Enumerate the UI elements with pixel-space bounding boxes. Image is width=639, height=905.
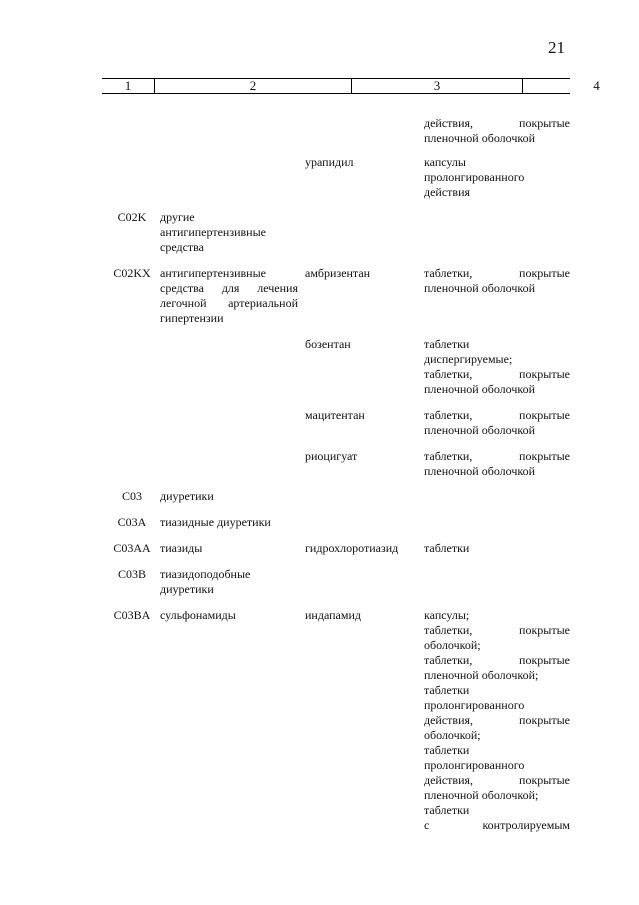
dosage-form-line: пролонгированного [424,758,525,772]
dosage-form [424,116,570,146]
atc-group-name-line: гипертензии [160,311,224,325]
dosage-form-line: таблетки [424,337,470,351]
dosage-form-line: пленочной оболочкой [424,464,536,478]
atc-code: C03BA [113,608,151,622]
dosage-form-line: пролонгированного [424,170,525,184]
atc-group-name-line: сульфонамиды [160,608,236,622]
atc-group-name-line: другие [160,210,195,224]
drug-name: индапамид [305,608,361,622]
drug-name: амбризентан [305,266,371,280]
atc-group-name [160,489,298,504]
atc-group-name [160,567,298,597]
drug-name: мацитентан [305,408,365,422]
atc-code: C03B [117,567,146,581]
atc-group-name [160,266,298,326]
dosage-form-line: таблетки [424,743,470,757]
atc-group-name-line: антигипертензивные [160,225,266,239]
atc-group-name-line: легочной артериальной [160,296,298,310]
dosage-form-line: действия, покрытые [424,773,570,787]
drug-name: урапидил [305,155,354,169]
atc-group-name [160,608,298,623]
atc-group-name-line: диуретики [160,489,214,503]
dosage-form-line: таблетки, покрытые [424,367,570,381]
atc-group-name-line: тиазиды [160,541,203,555]
atc-group-name-line: тиазидоподобные [160,567,251,581]
atc-code: C02K [117,210,147,224]
dosage-form-line: пролонгированного [424,698,525,712]
dosage-form-line: оболочкой; [424,638,481,652]
dosage-form-line: действия [424,185,471,199]
atc-code: C02KX [113,266,151,280]
dosage-form-line: капсулы [424,155,466,169]
dosage-form-line: таблетки, покрытые [424,408,570,422]
dosage-form-line: капсулы; [424,608,470,622]
dosage-form-line: таблетки, покрытые [424,266,570,280]
drug-name: бозентан [305,337,351,351]
dosage-form-line: диспергируемые; [424,352,513,366]
dosage-form [424,155,570,200]
atc-group-name-line: тиазидные диуретики [160,515,271,529]
dosage-form [424,337,570,397]
atc-group-name [160,210,298,255]
drug-name: риоцигуат [305,449,358,463]
atc-code: C03 [121,489,142,503]
dosage-form-line: таблетки, покрытые [424,449,570,463]
dosage-form-line: действия, покрытые [424,116,570,130]
header-col-4: 4 [593,78,600,93]
header-col-1: 1 [124,78,132,93]
dosage-form-line: пленочной оболочкой [424,131,536,145]
dosage-form-line: пленочной оболочкой [424,281,536,295]
dosage-form [424,608,570,833]
header-col-2: 2 [249,78,257,93]
page-number: 21 [548,38,565,57]
dosage-form-line: пленочной оболочкой [424,423,536,437]
dosage-form-line: с контролируемым [424,818,570,832]
atc-group-name-line: антигипертензивные [160,266,266,280]
dosage-form-line: таблетки [424,541,470,555]
table-header [102,78,600,94]
atc-group-name-line: средства [160,240,205,254]
header-col-3: 3 [433,78,441,93]
drug-name: гидрохлоротиазид [305,541,399,555]
dosage-form-line: таблетки, покрытые [424,623,570,637]
dosage-form [424,541,570,556]
atc-code: C03A [117,515,147,529]
dosage-form-line: пленочной оболочкой; [424,668,539,682]
dosage-form-line: оболочкой; [424,728,481,742]
dosage-form [424,449,570,479]
atc-group-name-line: диуретики [160,582,214,596]
atc-code: C03AA [113,541,151,555]
dosage-form-line: таблетки [424,803,470,817]
dosage-form-line: пленочной оболочкой [424,382,536,396]
atc-group-name-line: средства для лечения [160,281,298,295]
dosage-form-line: таблетки [424,683,470,697]
atc-group-name [160,541,298,556]
dosage-form [424,408,570,438]
dosage-form-line: действия, покрытые [424,713,570,727]
atc-group-name [160,515,298,530]
dosage-form-line: таблетки, покрытые [424,653,570,667]
dosage-form-line: пленочной оболочкой; [424,788,539,802]
dosage-form [424,266,570,296]
